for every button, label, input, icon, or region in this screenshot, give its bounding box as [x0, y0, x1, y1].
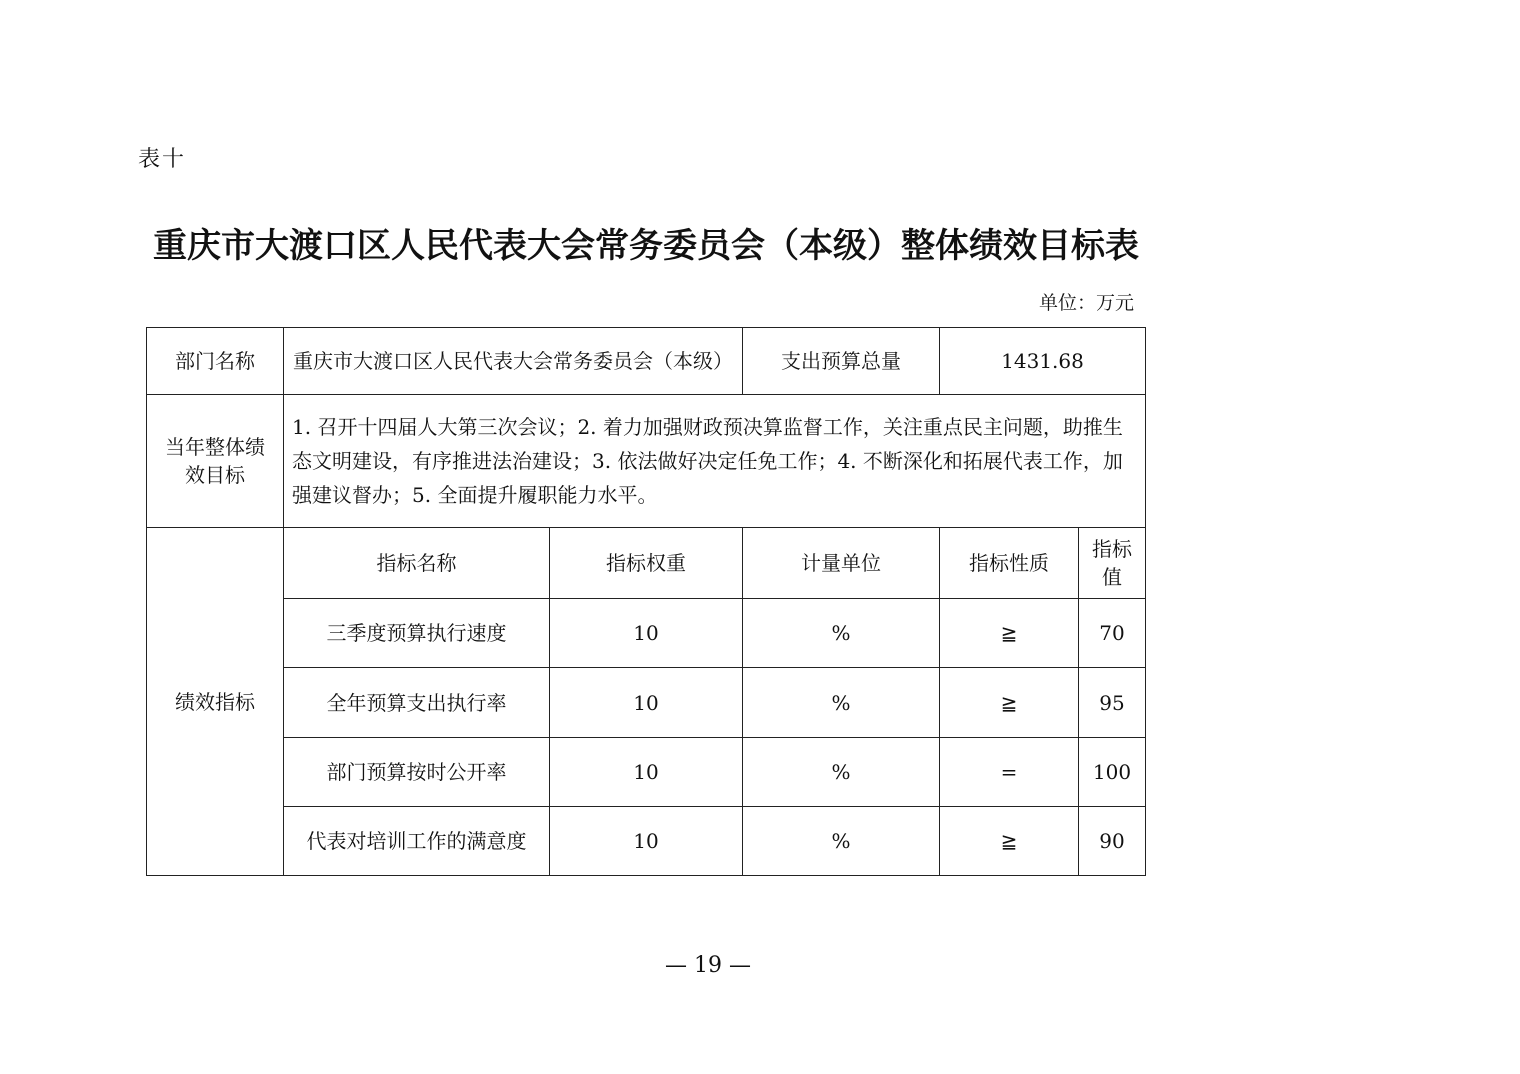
indicator-name: 部门预算按时公开率: [284, 738, 550, 807]
dept-row: [147, 328, 1146, 395]
indicator-weight: 10: [550, 807, 743, 876]
indicator-value: 100: [1079, 738, 1146, 807]
table-row: [147, 807, 1146, 876]
column-header: 指标权重: [550, 528, 743, 599]
table-row: [147, 668, 1146, 738]
budget-label: 支出预算总量: [743, 328, 940, 395]
indicator-weight: 10: [550, 668, 743, 738]
indicator-unit: %: [743, 738, 940, 807]
indicator-header-row: [147, 528, 1146, 599]
column-header: 指标名称: [284, 528, 550, 599]
column-header: 计量单位: [743, 528, 940, 599]
table-label: 表十: [138, 147, 187, 172]
indicator-unit: %: [743, 599, 940, 668]
indicator-weight: 10: [550, 599, 743, 668]
indicator-nature: ≧: [940, 599, 1079, 668]
indicator-nature: ≧: [940, 807, 1079, 876]
table-row: [147, 599, 1146, 668]
indicator-nature: =: [940, 738, 1079, 807]
dept-name: 重庆市大渡口区人民代表大会常务委员会（本级）: [284, 328, 743, 395]
indicator-value: 95: [1079, 668, 1146, 738]
page-number: — 19 —: [665, 953, 751, 978]
budget-value: 1431.68: [940, 328, 1146, 395]
indicator-name: 代表对培训工作的满意度: [284, 807, 550, 876]
goal-label: 当年整体绩效目标: [147, 395, 284, 528]
unit-note: 单位：万元: [1038, 292, 1134, 314]
indicator-name: 全年预算支出执行率: [284, 668, 550, 738]
indicators-section-label: 绩效指标: [147, 528, 284, 876]
indicator-value: 90: [1079, 807, 1146, 876]
goal-row: [147, 395, 1146, 528]
indicator-unit: %: [743, 668, 940, 738]
table-row: [147, 738, 1146, 807]
goal-text: 1. 召开十四届人大第三次会议；2. 着力加强财政预决算监督工作，关注重点民主问题，助推生态文明建设，有序推进法治建设；3. 依法做好决定任免工作；4. 不断深化和拓展代表工作，加强建议督办；5. 全面提升履职能力水平。: [284, 395, 1146, 528]
indicator-name: 三季度预算执行速度: [284, 599, 550, 668]
indicator-value: 70: [1079, 599, 1146, 668]
indicator-nature: ≧: [940, 668, 1079, 738]
column-header: 指标值: [1079, 528, 1146, 599]
indicator-weight: 10: [550, 738, 743, 807]
column-header: 指标性质: [940, 528, 1079, 599]
indicator-unit: %: [743, 807, 940, 876]
page-title: 重庆市大渡口区人民代表大会常务委员会（本级）整体绩效目标表: [153, 226, 1139, 266]
performance-table: [146, 327, 1146, 876]
dept-label: 部门名称: [147, 328, 284, 395]
